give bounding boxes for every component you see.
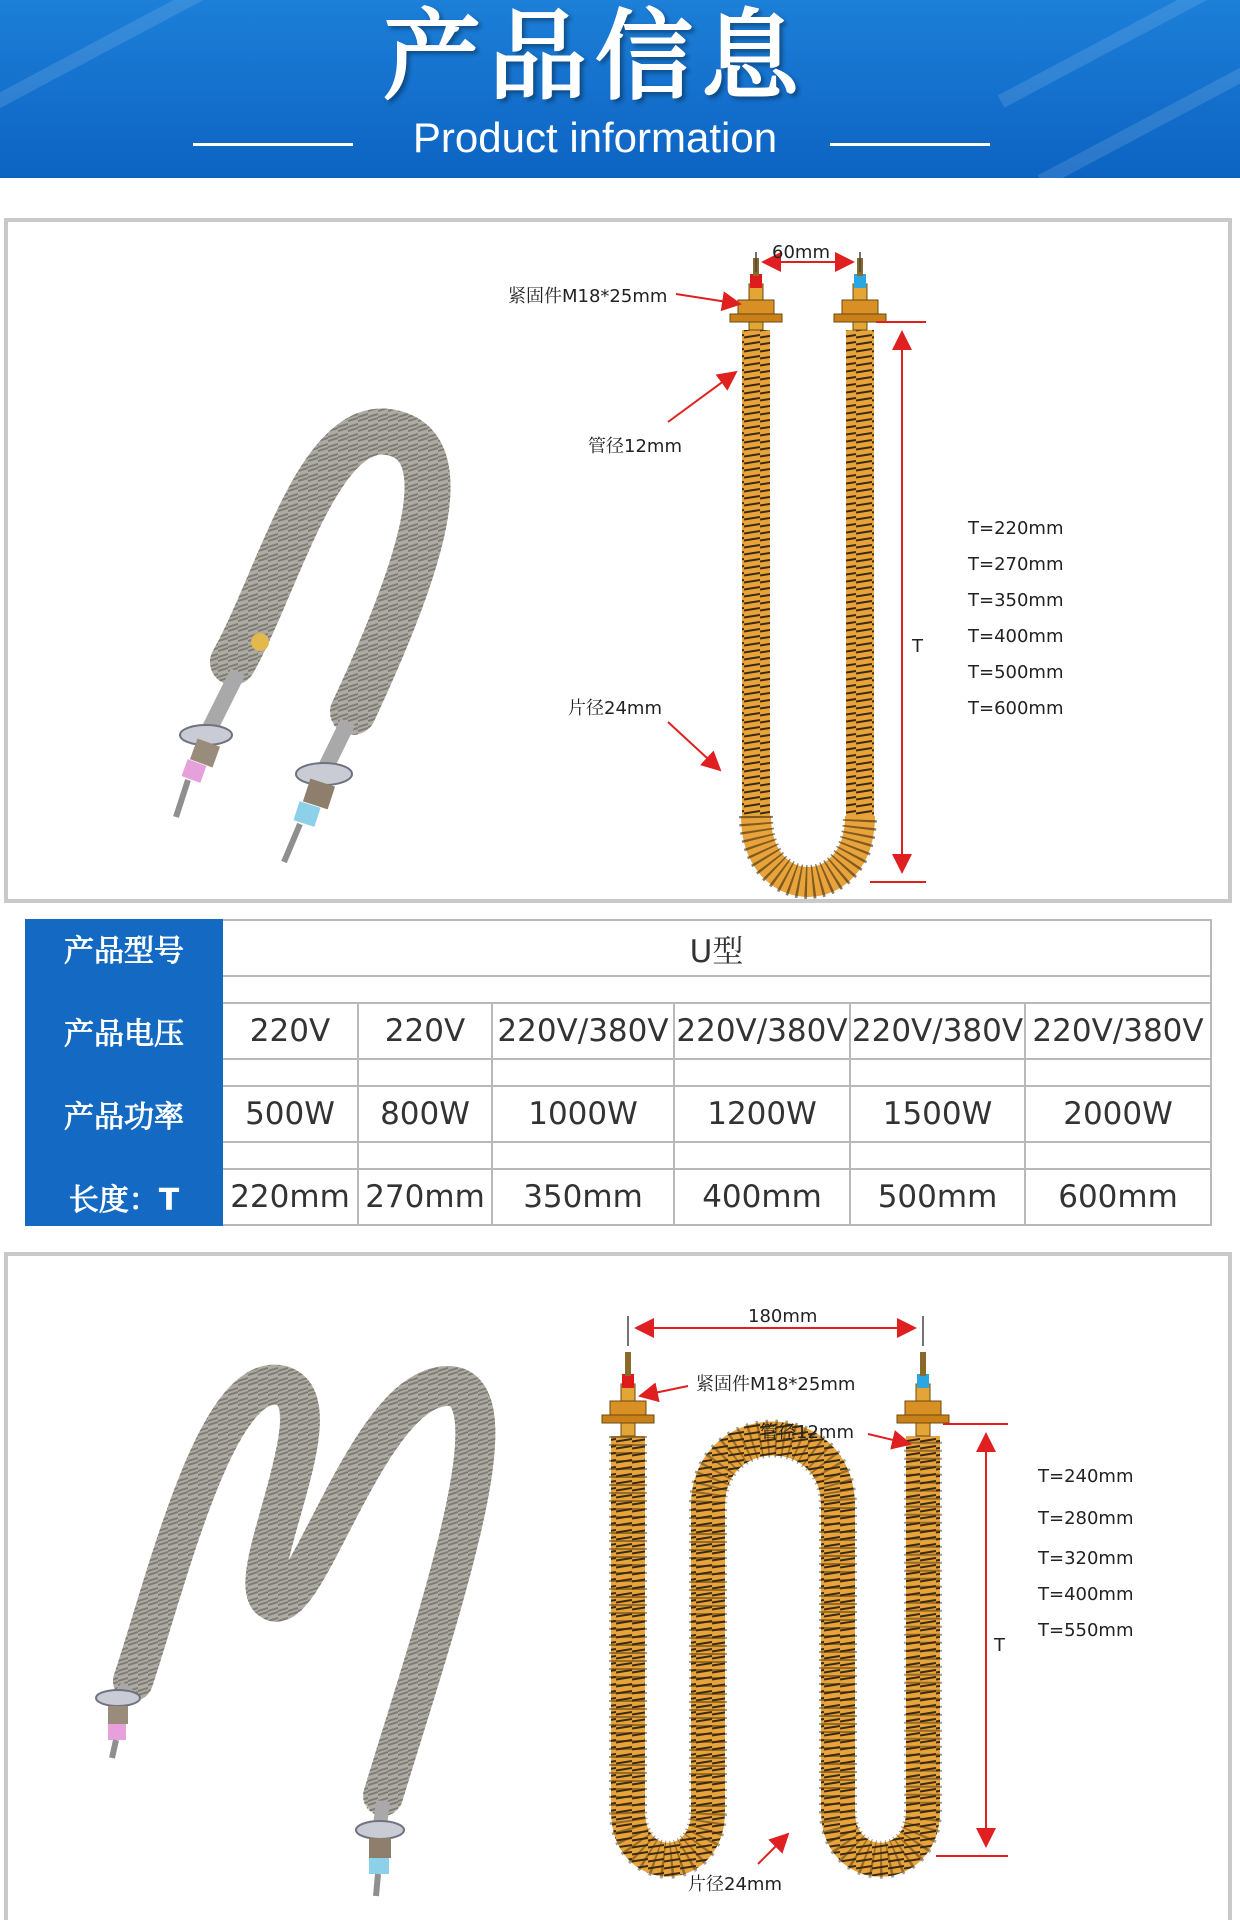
power-cell: 500W <box>222 1086 358 1142</box>
length-option: T=400mm <box>1038 1584 1134 1605</box>
length-option: T=320mm <box>1038 1548 1134 1569</box>
table-row <box>26 920 1211 976</box>
length-cell: 400mm <box>674 1169 850 1225</box>
length-option: T=280mm <box>1038 1508 1134 1529</box>
row-header-model: 产品型号 <box>26 920 222 976</box>
voltage-cell: 220V/380V <box>1025 1003 1211 1059</box>
spacing-label: 180mm <box>748 1306 818 1327</box>
length-option: T=600mm <box>968 698 1064 719</box>
length-cell: 500mm <box>850 1169 1025 1225</box>
spec-table <box>25 919 1212 1226</box>
w-heater-schematic <box>602 1306 1134 1895</box>
fastener-label: 紧固件M18*25mm <box>508 286 668 307</box>
table-spacer <box>26 1142 1211 1169</box>
length-option: T=220mm <box>968 518 1064 539</box>
w-heater-photo <box>96 1385 475 1896</box>
u-heater-photo <box>176 432 428 862</box>
length-cell: 220mm <box>222 1169 358 1225</box>
voltage-cell: 220V/380V <box>492 1003 674 1059</box>
row-header-power: 产品功率 <box>26 1086 222 1142</box>
t-dimension-label: T <box>912 636 923 657</box>
table-spacer <box>26 976 1211 1003</box>
spacing-label: 60mm <box>772 242 830 263</box>
row-header-length: 长度：T <box>26 1169 222 1225</box>
u-heater-schematic <box>508 242 1064 882</box>
length-option: T=350mm <box>968 590 1064 611</box>
length-cell: 600mm <box>1025 1169 1211 1225</box>
fastener-label: 紧固件M18*25mm <box>696 1374 856 1395</box>
table-row <box>26 1169 1211 1225</box>
length-cell: 270mm <box>358 1169 492 1225</box>
power-cell: 2000W <box>1025 1086 1211 1142</box>
power-cell: 1500W <box>850 1086 1025 1142</box>
title-rule-right <box>830 143 990 146</box>
fin-diameter-label: 片径24mm <box>568 698 662 719</box>
u-heater-panel <box>4 218 1232 903</box>
length-option: T=400mm <box>968 626 1064 647</box>
length-option: T=550mm <box>1038 1620 1134 1641</box>
w-heater-panel <box>4 1252 1232 1920</box>
power-cell: 1200W <box>674 1086 850 1142</box>
power-cell: 1000W <box>492 1086 674 1142</box>
model-value: U型 <box>222 920 1211 976</box>
page-header <box>0 0 1240 178</box>
length-option: T=240mm <box>1038 1466 1134 1487</box>
page-subtitle: Product information <box>412 114 778 161</box>
page-title: 产品信息 <box>382 0 807 114</box>
voltage-cell: 220V <box>358 1003 492 1059</box>
voltage-cell: 220V <box>222 1003 358 1059</box>
pipe-diameter-label: 管径12mm <box>588 436 682 457</box>
voltage-cell: 220V/380V <box>850 1003 1025 1059</box>
table-row <box>26 1086 1211 1142</box>
row-header-voltage: 产品电压 <box>26 1003 222 1059</box>
table-spacer <box>26 1059 1211 1086</box>
length-cell: 350mm <box>492 1169 674 1225</box>
voltage-cell: 220V/380V <box>674 1003 850 1059</box>
pipe-diameter-label: 管径12mm <box>760 1422 854 1443</box>
fin-diameter-label: 片径24mm <box>688 1874 782 1895</box>
t-dimension-label: T <box>994 1635 1005 1656</box>
length-option: T=270mm <box>968 554 1064 575</box>
table-row <box>26 1003 1211 1059</box>
length-option: T=500mm <box>968 662 1064 683</box>
power-cell: 800W <box>358 1086 492 1142</box>
